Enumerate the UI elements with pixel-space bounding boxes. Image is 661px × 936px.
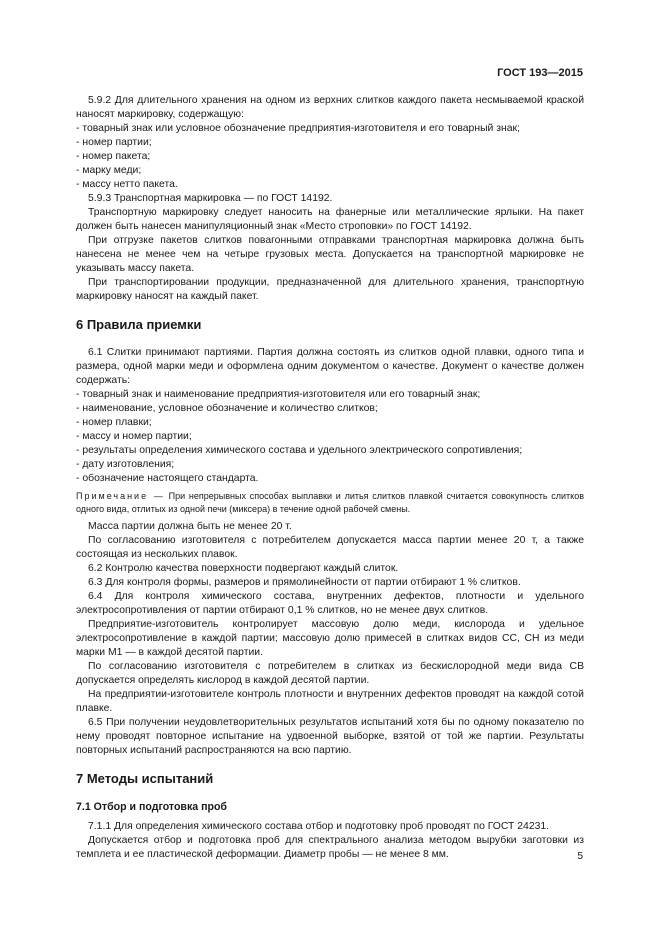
list-item: - обозначение настоящего стандарта. bbox=[76, 473, 259, 484]
paragraph-6-1: 6.1 Слитки принимают партиями. Партия должна состоять из слитков одной плавки, одного типа и размера, одной марки меди и оформлена одним документом о качестве. Документ о качестве должен содержать: bbox=[76, 347, 584, 386]
note-label: Примечание — bbox=[76, 491, 165, 501]
list-item: - результаты определения химического состава и удельного электрического сопротивления; bbox=[76, 445, 523, 456]
paragraph: На предприятии-изготовителе контроль плотности и внутренних дефектов проводят на каждой сотой плавке. bbox=[76, 689, 584, 714]
note-text: При непрерывных способах выплавки и литья слитков плавкой считается совокупность слитков одного вида, отлитых из одной печи (миксера) в течение одной рабочей смены. bbox=[76, 491, 584, 514]
document-body bbox=[76, 94, 584, 862]
list-item: - дату изготовления; bbox=[76, 459, 175, 470]
paragraph: При отгрузке пакетов слитков повагонными отправками транспортная маркировка должна быть нанесена не менее чем на четыре грузовых места. Допускается на транспортной маркировке не указывать массу пакета. bbox=[76, 235, 584, 274]
paragraph-6-3: 6.3 Для контроля формы, размеров и прямолинейности от партии отбирают 1 % слитков. bbox=[88, 577, 521, 588]
paragraph: При транспортировании продукции, предназначенной для длительного хранения, транспортную маркировку наносят на каждый пакет. bbox=[76, 277, 584, 302]
list-item: - товарный знак или условное обозначение предприятия-изготовителя и его товарный знак; bbox=[76, 123, 520, 134]
subsection-heading-7-1: 7.1 Отбор и подготовка проб bbox=[76, 801, 227, 813]
paragraph: Предприятие-изготовитель контролирует массовую долю меди, кислорода и удельное электросопротивление в каждой партии; массовую долю примесей в слитках видов СС, СН из меди марки М1 — в каждой десятой партии. bbox=[76, 619, 584, 658]
paragraph: Масса партии должна быть не менее 20 т. bbox=[88, 521, 292, 532]
list-item: - массу и номер партии; bbox=[76, 431, 192, 442]
paragraph-7-1-1: 7.1.1 Для определения химического состава отбор и подготовку проб проводят по ГОСТ 24231. bbox=[88, 821, 550, 832]
document-code-header: ГОСТ 193—2015 bbox=[497, 67, 583, 79]
paragraph: Допускается отбор и подготовка проб для спектрального анализа методом вырубки заготовки из темплета и ее пластической деформации. Диаметр пробы — не менее 8 мм. bbox=[76, 835, 584, 860]
paragraph: По согласованию изготовителя с потребителем допускается масса партии менее 20 т, а также состоящая из нескольких плавок. bbox=[76, 535, 584, 560]
list-item: - номер партии; bbox=[76, 137, 152, 148]
section-heading-7: 7 Методы испытаний bbox=[76, 771, 214, 786]
list-item: - номер плавки; bbox=[76, 417, 152, 428]
section-heading-6: 6 Правила приемки bbox=[76, 317, 202, 332]
list-item: - наименование, условное обозначение и количество слитков; bbox=[76, 403, 378, 414]
paragraph-5-9-2: 5.9.2 Для длительного хранения на одном из верхних слитков каждого пакета несмываемой краской наносят маркировку, содержащую: bbox=[76, 95, 584, 120]
paragraph-6-4: 6.4 Для контроля химического состава, внутренних дефектов, плотности и удельного электросопротивления от партии отбирают 0,1 % слитков, но не менее двух слитков. bbox=[76, 591, 584, 616]
list-item: - номер пакета; bbox=[76, 151, 151, 162]
list-item: - марку меди; bbox=[76, 165, 142, 176]
paragraph-5-9-3: 5.9.3 Транспортная маркировка — по ГОСТ 14192. bbox=[88, 193, 333, 204]
paragraph-6-2: 6.2 Контролю качества поверхности подвергают каждый слиток. bbox=[88, 563, 399, 574]
page-number: 5 bbox=[577, 851, 583, 862]
paragraph: По согласованию изготовителя с потребителем в слитках из бескислородной меди вида СВ допускается определять кислород в каждой десятой партии. bbox=[76, 661, 584, 686]
paragraph: Транспортную маркировку следует наносить на фанерные или металлические ярлыки. На пакет должен быть нанесен манипуляционный знак «Место строповки» по ГОСТ 14192. bbox=[76, 207, 584, 232]
paragraph-6-5: 6.5 При получении неудовлетворительных результатов испытаний хотя бы по одному показателю по нему проводят повторное испытание на удвоенной выборке, взятой от той же партии. Результаты повторных испытаний распространяются на всю партию. bbox=[76, 717, 584, 756]
list-item: - массу нетто пакета. bbox=[76, 179, 178, 190]
list-item: - товарный знак и наименование предприятия-изготовителя или его товарный знак; bbox=[76, 389, 481, 400]
note bbox=[76, 490, 584, 516]
